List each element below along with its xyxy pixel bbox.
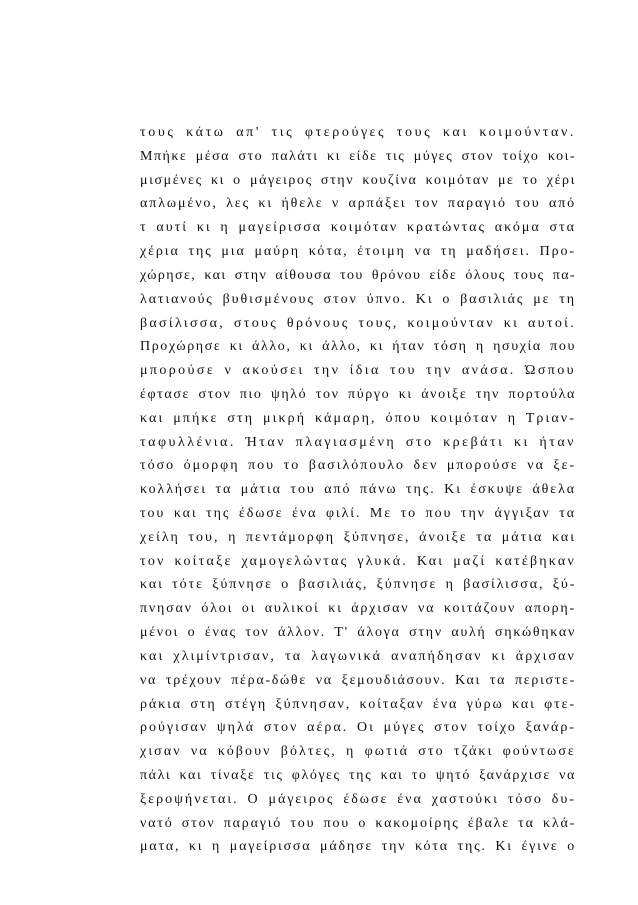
text-line: τον κοίταξε χαμογελώντας γλυκά. Και μαζί κατέβηκαν	[140, 553, 576, 569]
text-line: Μπήκε μέσα στο παλάτι κι είδε τις μύγες στον τοίχο κοι-	[140, 148, 576, 164]
text-line: απλωμένο, λες κι ήθελε ν αρπάξει τον παραγιό του από	[140, 196, 577, 212]
text-line: ρούγισαν ψηλά στον αέρα. Οι μύγες στον τοίχο ξανάρ-	[140, 720, 576, 736]
text-line: χείλη του, η πεντάμορφη ξύπνησε, άνοιξε τα μάτια και	[140, 529, 576, 545]
text-line: τ αυτί κι η μαγείρισσα κοιμόταν κρατώντας ακόμα στα	[140, 220, 576, 236]
text-line: μένοι ο ένας τον άλλον. Τ' άλογα στην αυλή σηκώθηκαν	[140, 625, 576, 641]
text-line: χισαν να κόβουν βόλτες, η φωτιά στο τζάκι φούντωσε	[140, 744, 576, 760]
text-line: λατιανούς βυθισμένους στον ύπνο. Κι ο βασιλιάς με τη	[140, 291, 576, 307]
text-line: και τότε ξύπνησε ο βασιλιάς, ξύπνησε η βασίλισσα, ξύ-	[140, 577, 577, 593]
text-line: τόσο όμορφη που το βασιλόπουλο δεν μπορούσε να ξε-	[140, 458, 577, 474]
text-line: να τρέχουν πέρα-δώθε να ξεμουδιάσουν. Και τα περιστε-	[140, 672, 576, 688]
text-line: του και της έδωσε ένα φιλί. Με το που την άγγιξαν τα	[140, 506, 576, 521]
text-line: ταφυλλένια. Ήταν πλαγιασμένη στο κρεβάτι κι ήταν	[140, 434, 576, 450]
text-line: πάλι και τίναξε τις φλόγες της και το ψητό ξανάρχισε να	[140, 767, 576, 783]
text-line: νατό στον παραγιό του που ο κακομοίρης έβαλε τα κλά-	[140, 815, 577, 831]
text-line: χώρησε, και στην αίθουσα του θρόνου είδε όλους τους πα-	[140, 267, 576, 283]
text-line: και χλιμίντρισαν, τα λαγωνικά αναπήδησαν κι άρχισαν	[140, 648, 576, 664]
text-line: Προχώρησε κι άλλο, κι άλλο, κι ήταν τόση η ησυχία που	[140, 339, 576, 355]
text-line: ξεροψήνεται. Ο μάγειρος έδωσε ένα χαστούκι τόσο δυ-	[140, 791, 576, 807]
text-line: χέρια της μια μαύρη κότα, έτοιμη να τη μαδήσει. Προ-	[140, 244, 576, 260]
text-line: ματα, κι η μαγείρισσα μάδησε την κότα της. Κι έγινε ο	[140, 839, 576, 855]
text-line: πνησαν όλοι οι αυλικοί κι άρχισαν να κοιτάζουν απορη-	[140, 601, 576, 617]
text-line: μπορούσε ν ακούσει την ίδια του την ανάσα. Ώσπου	[140, 363, 576, 379]
text-line: τους κάτω απ' τις φτερούγες τους και κοιμούνταν.	[140, 125, 576, 140]
text-line: βασίλισσα, στους θρόνους τους, κοιμούνταν κι αυτοί.	[140, 315, 576, 331]
text-line: μισμένες κι ο μάγειρος στην κουζίνα κοιμόταν με το χέρι	[140, 172, 576, 188]
text-line: κολλήσει τα μάτια του από πάνω της. Κι έσκυψε άθελα	[140, 482, 576, 498]
text-line: έφτασε στον πιο ψηλό τον πύργο κι άνοιξε την πορτούλα	[140, 386, 576, 402]
text-line: ράκια στη στέγη ξύπνησαν, κοίταξαν ένα γύρω και φτε-	[140, 696, 576, 712]
text-line: και μπήκε στη μικρή κάμαρη, όπου κοιμόταν η Τριαν-	[140, 410, 576, 426]
body-text	[140, 121, 576, 859]
